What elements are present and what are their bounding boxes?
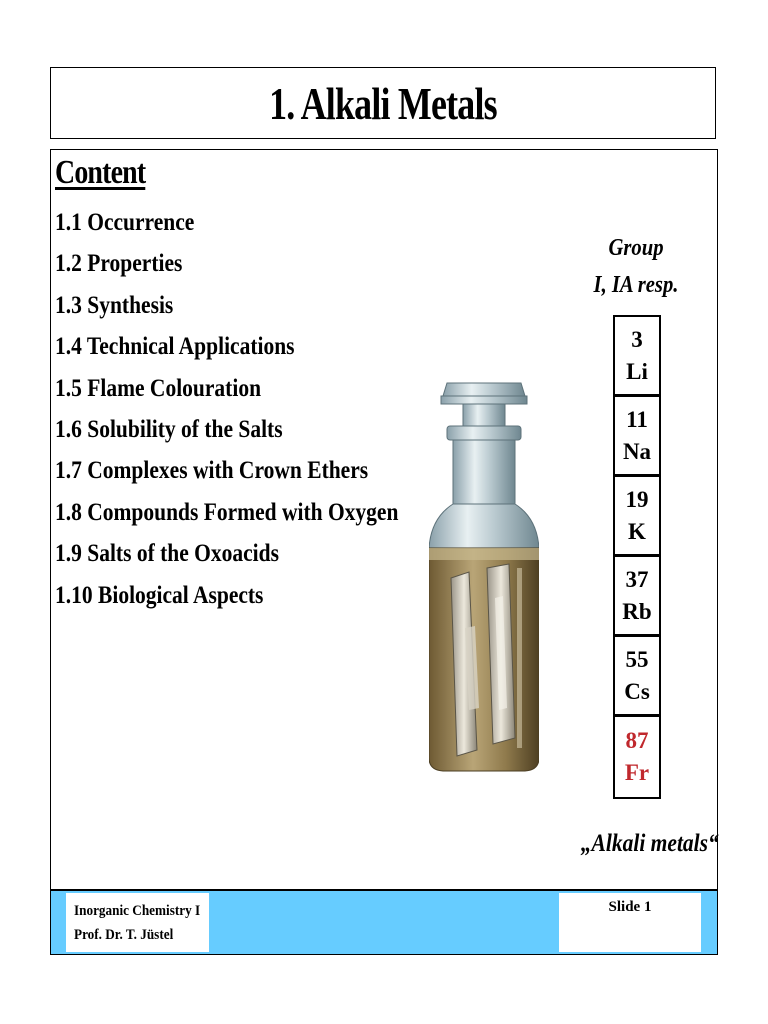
element-cell-li (615, 317, 659, 397)
group-label (580, 230, 692, 304)
content-heading: Content (55, 154, 146, 191)
author-name: Prof. Dr. T. Jüstel (74, 927, 174, 943)
toc-item: 1.4 Technical Applications (55, 333, 295, 361)
toc-item: 1.1 Occurrence (55, 209, 195, 236)
element-symbol: Li (626, 358, 648, 384)
atomic-number: 3 (631, 326, 643, 352)
atomic-number: 19 (625, 486, 649, 512)
bottle-icon (429, 378, 539, 773)
toc-item: 1.10 Biological Aspects (55, 581, 264, 609)
element-cell-k (615, 477, 659, 557)
toc-item: 1.3 Synthesis (55, 291, 174, 319)
content-box (50, 149, 718, 955)
atomic-number: 87 (625, 728, 649, 753)
toc-item: 1.9 Salts of the Oxoacids (55, 540, 279, 568)
toc-item: 1.6 Solubility of the Salts (55, 415, 283, 443)
slide-title: 1. Alkali Metals (269, 77, 497, 129)
element-cell-na (615, 397, 659, 477)
footer-bar (51, 889, 717, 954)
element-cell-fr (615, 717, 659, 797)
atomic-number: 55 (625, 646, 649, 672)
atomic-number: 37 (625, 566, 649, 592)
group-label-line1: Group (608, 235, 664, 261)
element-symbol: Cs (624, 678, 650, 704)
title-box (50, 67, 716, 139)
footer-course-info (66, 893, 209, 952)
toc-item: 1.7 Complexes with Crown Ethers (55, 457, 369, 485)
element-symbol: K (628, 518, 646, 544)
group-label-line2: I, IA resp. (593, 272, 679, 298)
atomic-number: 11 (626, 406, 648, 432)
table-of-contents (55, 202, 454, 616)
slide-number: Slide 1 (559, 893, 701, 952)
periodic-group-column (613, 315, 661, 799)
toc-item: 1.5 Flame Colouration (55, 374, 262, 402)
toc-item: 1.2 Properties (55, 250, 183, 278)
alkali-metals-caption: „Alkali metals“ (580, 830, 719, 857)
course-name: Inorganic Chemistry I (74, 903, 201, 919)
element-symbol: Fr (624, 760, 650, 785)
element-cell-cs (615, 637, 659, 717)
element-symbol: Rb (622, 598, 652, 624)
element-symbol: Na (622, 438, 652, 464)
toc-item: 1.8 Compounds Formed with Oxygen (55, 498, 399, 526)
element-cell-rb (615, 557, 659, 637)
